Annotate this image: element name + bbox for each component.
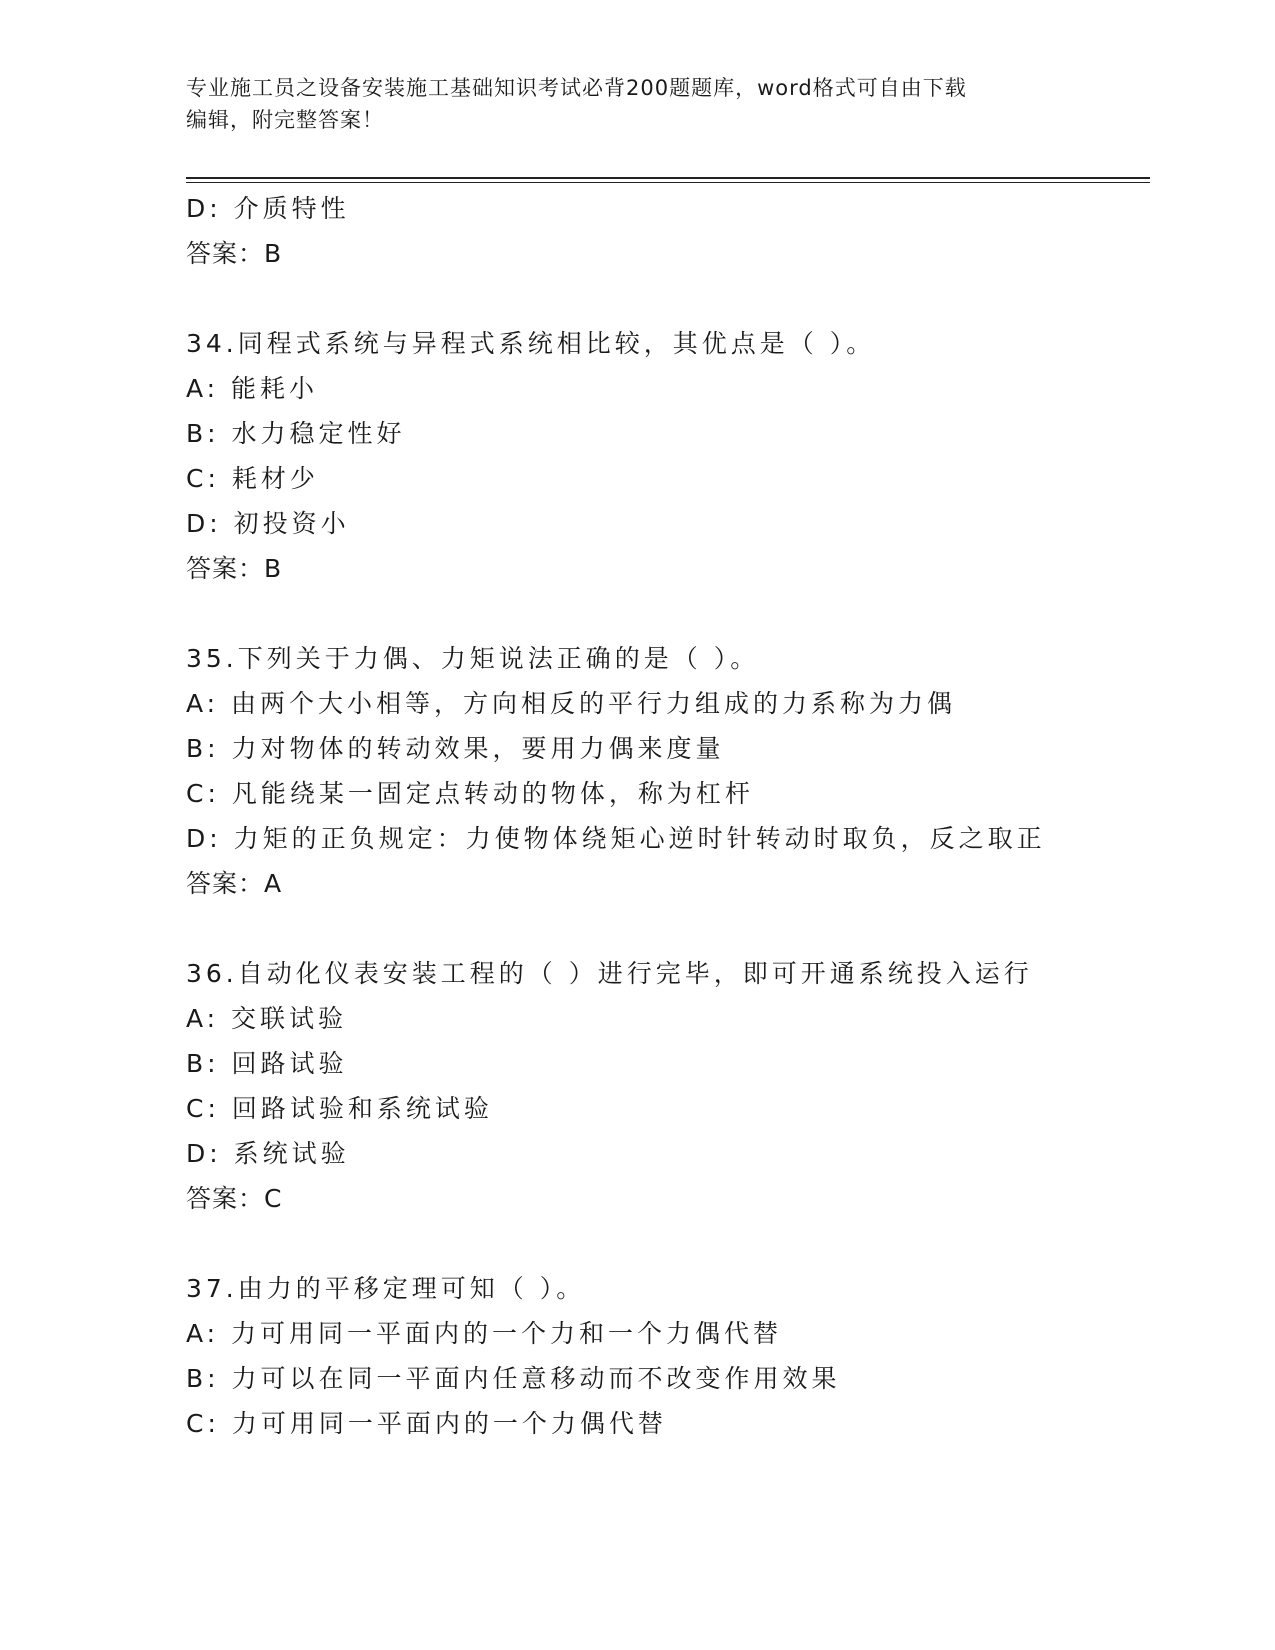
answer-line: 答案：B (186, 554, 283, 583)
option-c: C: 凡能绕某一固定点转动的物体，称为杠杆 (186, 779, 754, 808)
option-d: D: 初投资小 (186, 509, 350, 538)
spacer (186, 906, 1150, 951)
spacer (186, 1221, 1150, 1266)
answer-line: 答案：A (186, 869, 283, 898)
question-list (186, 186, 1150, 1446)
option-a: A: 力可用同一平面内的一个力和一个力偶代替 (186, 1319, 783, 1348)
option-b: B: 力对物体的转动效果，要用力偶来度量 (186, 734, 725, 763)
header-title-line-1: 专业施工员之设备安装施工基础知识考试必背200题题库，word格式可自由下载 (186, 76, 967, 100)
header-title-line-2: 编辑，附完整答案！ (186, 108, 384, 132)
question-stem: 34.同程式系统与异程式系统相比较，其优点是（ ）。 (186, 329, 876, 358)
spacer (186, 591, 1150, 636)
option-b: B: 力可以在同一平面内任意移动而不改变作用效果 (186, 1364, 841, 1393)
answer-line: 答案：C (186, 1184, 283, 1213)
option-d: D: 系统试验 (186, 1139, 350, 1168)
spacer (186, 276, 1150, 321)
option-a: A: 交联试验 (186, 1004, 348, 1033)
question-stem: 37.由力的平移定理可知（ ）。 (186, 1274, 586, 1303)
option-d: D: 力矩的正负规定：力使物体绕矩心逆时针转动时取负，反之取正 (186, 824, 1046, 853)
question-stem: 35.下列关于力偶、力矩说法正确的是（ ）。 (186, 644, 760, 673)
option-b: B: 回路试验 (186, 1049, 348, 1078)
question-35 (186, 636, 1150, 906)
option-b: B: 水力稳定性好 (186, 419, 406, 448)
question-34 (186, 321, 1150, 591)
answer-line: 答案：B (186, 239, 283, 268)
option-c: C: 耗材少 (186, 464, 319, 493)
document-header (186, 72, 1086, 136)
option-c: C: 回路试验和系统试验 (186, 1094, 493, 1123)
header-divider-thick (186, 177, 1150, 179)
option-c: C: 力可用同一平面内的一个力偶代替 (186, 1409, 667, 1438)
option-a: A: 能耗小 (186, 374, 319, 403)
question-33-tail (186, 186, 1150, 276)
question-stem: 36.自动化仪表安装工程的（ ）进行完毕，即可开通系统投入运行 (186, 959, 1033, 988)
option-a: A: 由两个大小相等，方向相反的平行力组成的力系称为力偶 (186, 689, 957, 718)
option-d: D: 介质特性 (186, 194, 350, 223)
header-divider-thin (186, 182, 1150, 183)
question-37 (186, 1266, 1150, 1446)
question-36 (186, 951, 1150, 1221)
